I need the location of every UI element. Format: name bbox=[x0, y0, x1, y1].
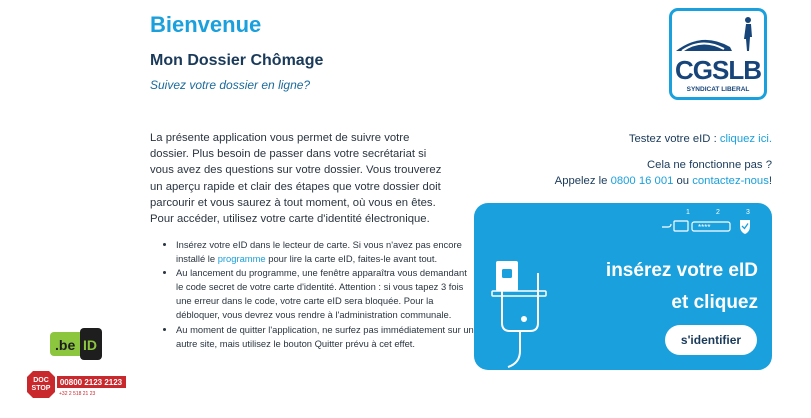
phone-link[interactable]: 0800 16 001 bbox=[610, 175, 674, 187]
identify-button[interactable]: s'identifier bbox=[665, 325, 757, 355]
step-number: 3 bbox=[746, 209, 750, 216]
eid-test-prefix: Testez votre eID : bbox=[628, 133, 720, 145]
instructions-list bbox=[162, 238, 474, 351]
bullet1-text-post: pour lire la carte eID, faites-le avant tout. bbox=[265, 253, 438, 265]
contact-link[interactable]: contactez-nous bbox=[692, 175, 769, 187]
help-prefix: Appelez le bbox=[554, 175, 611, 187]
eid-test-link[interactable]: cliquez ici. bbox=[719, 133, 772, 145]
banner-subheadline: et cliquez bbox=[671, 292, 758, 313]
bullet1-text-pre: Insérez votre eID dans le lecteur de carte. Si vous n'avez pas encore installé le bbox=[176, 239, 462, 265]
page-tagline: Suivez votre dossier en ligne? bbox=[150, 78, 311, 92]
card-reader-icon bbox=[480, 203, 560, 370]
beid-id-text: ID bbox=[83, 337, 97, 353]
beid-logo[interactable] bbox=[50, 328, 102, 360]
beid-text: .be bbox=[55, 337, 76, 353]
help-middle: ou bbox=[673, 175, 693, 187]
banner-headline: insérez votre eID bbox=[605, 260, 758, 281]
list-item: • Au moment de quitter l'application, ne surfez pas immédiatement sur un autre site, mais utilisez le bouton Quitter prévu à cet effet. bbox=[176, 323, 474, 351]
logo-figure-icon bbox=[672, 11, 764, 57]
docstop-line1: DOC bbox=[33, 377, 49, 384]
docstop-line2: STOP bbox=[31, 385, 51, 392]
pin-mask: **** bbox=[698, 223, 711, 232]
docstop-badge[interactable] bbox=[27, 371, 126, 398]
list-item: • Au lancement du programme, une fenêtre apparaîtra vous demandant le code secret de votre carte d'identité. Attention : si vous tapez 3 fois une erreur dans le code, votre carte eID sera bloquée. Pour la débloquer, vous devrez vous rendre à l'administration communale. bbox=[176, 266, 474, 322]
step-number: 1 bbox=[686, 209, 690, 216]
page-title: Bienvenue bbox=[150, 12, 262, 37]
list-item bbox=[176, 238, 474, 266]
cgslb-logo[interactable] bbox=[669, 8, 767, 100]
login-steps bbox=[662, 209, 758, 235]
programme-link[interactable]: programme bbox=[217, 253, 266, 265]
help-question: Cela ne fonctionne pas ? bbox=[647, 159, 772, 171]
docstop-phone: 00800 2123 2123 bbox=[59, 378, 123, 387]
card-reader-steps-icon bbox=[662, 217, 758, 235]
logo-tagline: SYNDICAT LIBERAL bbox=[686, 86, 750, 93]
docstop-phone2: +32 2 518 21 23 bbox=[59, 391, 96, 397]
step-number: 2 bbox=[716, 209, 720, 216]
logo-name: CGSLB bbox=[675, 55, 761, 85]
help-suffix: ! bbox=[768, 175, 772, 187]
help-contact-line bbox=[555, 175, 772, 187]
eid-test-line bbox=[629, 133, 772, 145]
page-subtitle: Mon Dossier Chômage bbox=[150, 52, 324, 69]
eid-login-banner bbox=[474, 203, 772, 370]
intro-paragraph: La présente application vous permet de suivre votre dossier. Plus besoin de passer dans votre secrétariat si vous avez des questions sur votre dossier. Vous trouverez un aperçu rapide et clair des étapes que votre dossier doit parcourir et vous saurez à tout moment, où vous en êtes. Pour accéder, utilisez votre carte d'identité électronique. bbox=[150, 132, 442, 226]
